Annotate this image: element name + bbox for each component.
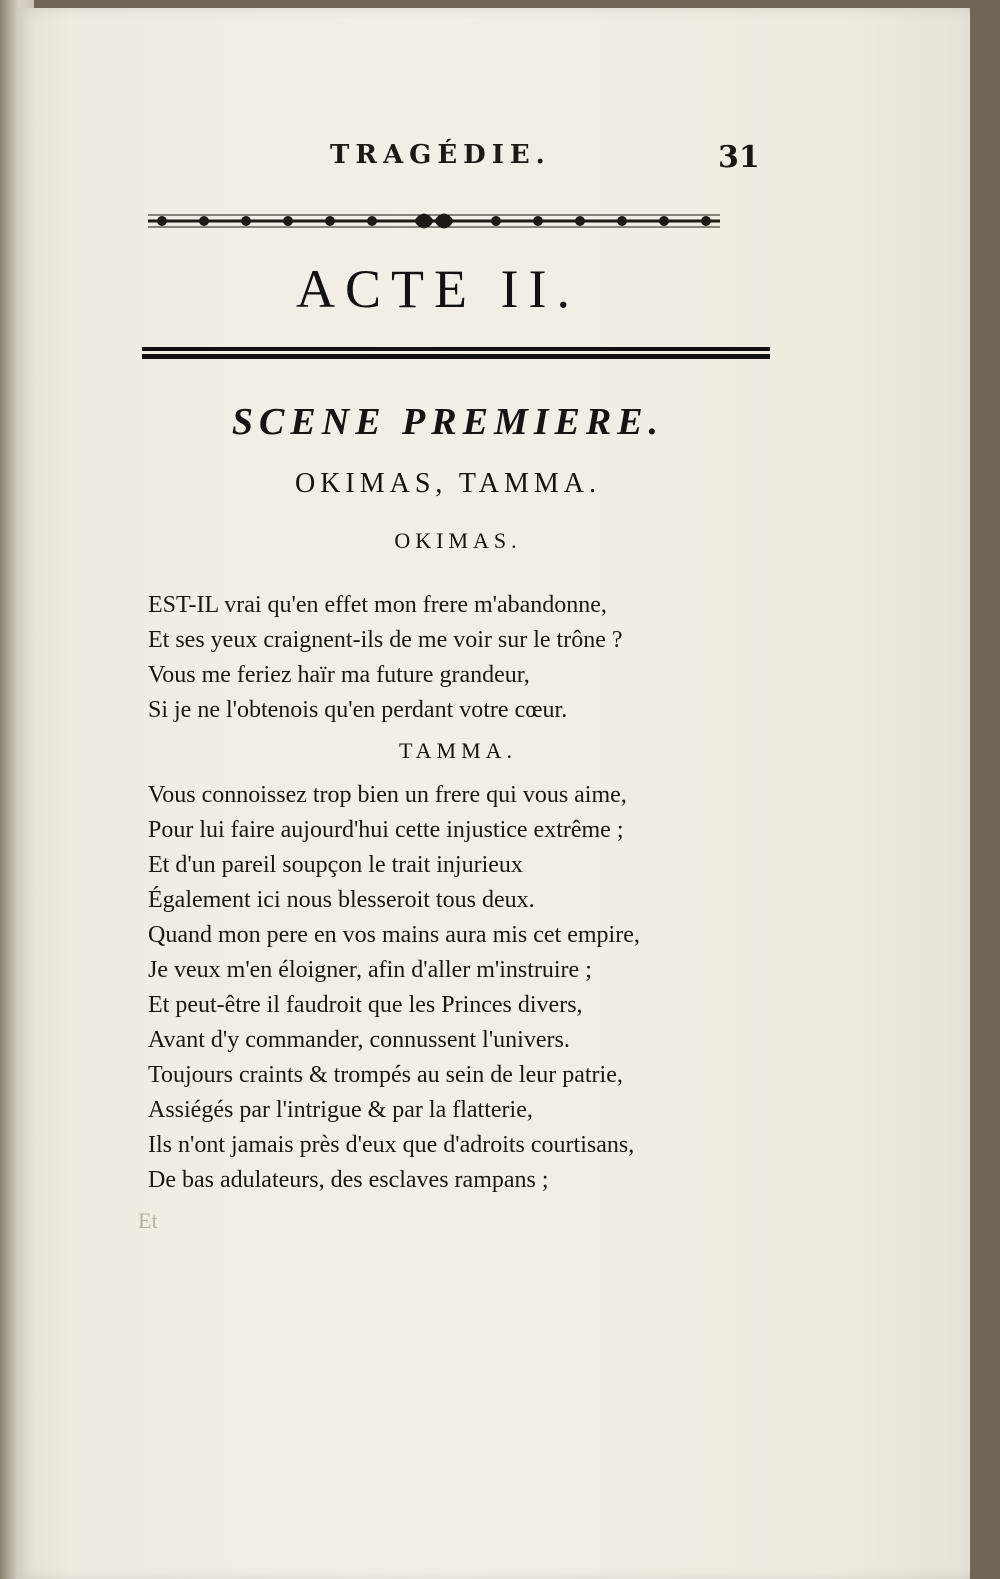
book-page: [18, 8, 970, 1579]
scene-characters: OKIMAS, TAMMA.: [294, 468, 602, 499]
verse-line: Et d'un pareil soupçon le trait injurieux: [148, 852, 523, 878]
verse-line: Également ici nous blesseroit tous deux.: [148, 887, 535, 913]
verse-line: Ils n'ont jamais près d'eux que d'adroits courtisans,: [148, 1132, 635, 1158]
verse-line: Vous me feriez haïr ma future grandeur,: [148, 662, 530, 688]
act-title: ACTE II.: [296, 259, 580, 319]
speech-tamma: [148, 778, 788, 1198]
verse-line: Quand mon pere en vos mains aura mis cet empire,: [148, 922, 640, 948]
verse-line: Et peut-être il faudroit que les Princes divers,: [148, 992, 583, 1018]
verse-line: Et ses yeux craignent-ils de me voir sur le trône ?: [148, 627, 623, 653]
running-head: TRAGÉDIE.: [330, 140, 551, 170]
speech-okimas: [148, 588, 788, 728]
verse-line: Je veux m'en éloigner, afin d'aller m'instruire ;: [148, 957, 592, 983]
speaker-tamma: TAMMA.: [398, 738, 518, 763]
decorative-ornament-band: [144, 204, 724, 238]
page-header: [18, 140, 970, 180]
verse-line: Si je ne l'obtenois qu'en perdant votre cœur.: [148, 697, 568, 723]
verse-line: De bas adulateurs, des esclaves rampans ;: [148, 1167, 549, 1193]
page-number: 31: [718, 140, 760, 175]
scene-title: SCENE PREMIERE.: [231, 401, 665, 443]
verse-line: Vous connoissez trop bien un frere qui vous aime,: [148, 782, 627, 808]
heavy-rule: [142, 346, 770, 360]
verse-line: Assiégés par l'intrigue & par la flatterie,: [148, 1097, 533, 1123]
catchword: Et: [138, 1208, 158, 1233]
verse-line: Avant d'y commander, connussent l'univers.: [148, 1027, 570, 1053]
verse-line: EST-IL vrai qu'en effet mon frere m'abandonne,: [148, 592, 607, 618]
verse-line: Toujours craints & trompés au sein de leur patrie,: [148, 1062, 623, 1088]
speaker-okimas: OKIMAS.: [394, 528, 522, 553]
verse-line: Pour lui faire aujourd'hui cette injustice extrême ;: [148, 817, 624, 843]
